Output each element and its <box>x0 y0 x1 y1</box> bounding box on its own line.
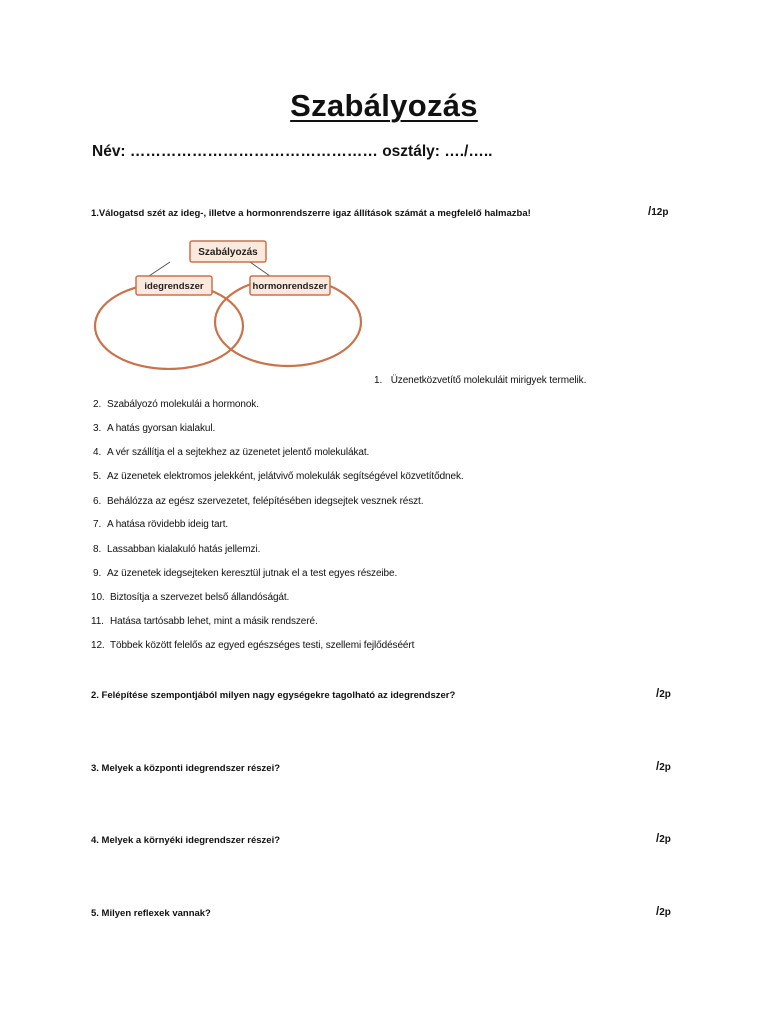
statement-6[interactable]: 6. Behálózza az egész szervezetet, felépítésében idegsejtek vesznek részt. <box>93 496 424 507</box>
idegrendszer-label: idegrendszer <box>144 281 204 292</box>
hormonrendszer-label: hormonrendszer <box>252 281 328 292</box>
connector-left <box>149 262 170 276</box>
statement-2[interactable]: 2. Szabályozó molekulái a hormonok. <box>93 399 259 410</box>
question-1-points: /12p <box>648 206 669 218</box>
question-3-text: 3. Melyek a központi idegrendszer részei? <box>91 763 281 774</box>
statement-7[interactable]: 7. A hatása rövidebb ideig tart. <box>93 519 229 530</box>
statement-1[interactable]: 1. Üzenetközvetítő molekuláit mirigyek termelik. <box>374 375 587 386</box>
venn-diagram <box>92 236 372 370</box>
statement-9[interactable]: 9. Az üzenetek idegsejteken keresztül jutnak el a test egyes részeibe. <box>93 568 398 579</box>
idegrendszer-set[interactable] <box>95 283 243 369</box>
connector-right <box>250 262 270 276</box>
statement-3[interactable]: 3. A hatás gyorsan kialakul. <box>93 423 216 434</box>
statement-12[interactable]: 12. Többek között felelős az egyed egészséges testi, szellemi fejlődéséért <box>91 640 415 651</box>
question-3-points: /2p <box>656 761 671 773</box>
page-title: Szabályozás <box>290 88 478 123</box>
szabalyozas-label: Szabályozás <box>198 247 258 258</box>
question-2-text: 2. Felépítése szempontjából milyen nagy egységekre tagolható az idegrendszer? <box>91 690 456 701</box>
statement-5[interactable]: 5. Az üzenetek elektromos jelekként, jelátvivő molekulák segítségével közvetítődnek. <box>93 471 464 482</box>
statement-4[interactable]: 4. A vér szállítja el a sejtekhez az üzenetet jelentő molekulákat. <box>93 447 370 458</box>
question-5-text: 5. Milyen reflexek vannak? <box>91 908 211 919</box>
statement-11[interactable]: 11. Hatása tartósabb lehet, mint a másik rendszeré. <box>91 616 318 627</box>
name-class-line: Név: ………………………………………… osztály: …./….. <box>92 143 493 160</box>
question-2-points: /2p <box>656 688 671 700</box>
question-1-text: 1.Válogatsd szét az ideg-, illetve a hormonrendszerre igaz állítások számát a megfelelő halmazba! <box>91 208 531 219</box>
statement-10[interactable]: 10. Biztosítja a szervezet belső állandóságát. <box>91 592 290 603</box>
statement-8[interactable]: 8. Lassabban kialakuló hatás jellemzi. <box>93 544 261 555</box>
question-4-points: /2p <box>656 833 671 845</box>
question-4-text: 4. Melyek a környéki idegrendszer részei? <box>91 835 281 846</box>
question-5-points: /2p <box>656 906 671 918</box>
